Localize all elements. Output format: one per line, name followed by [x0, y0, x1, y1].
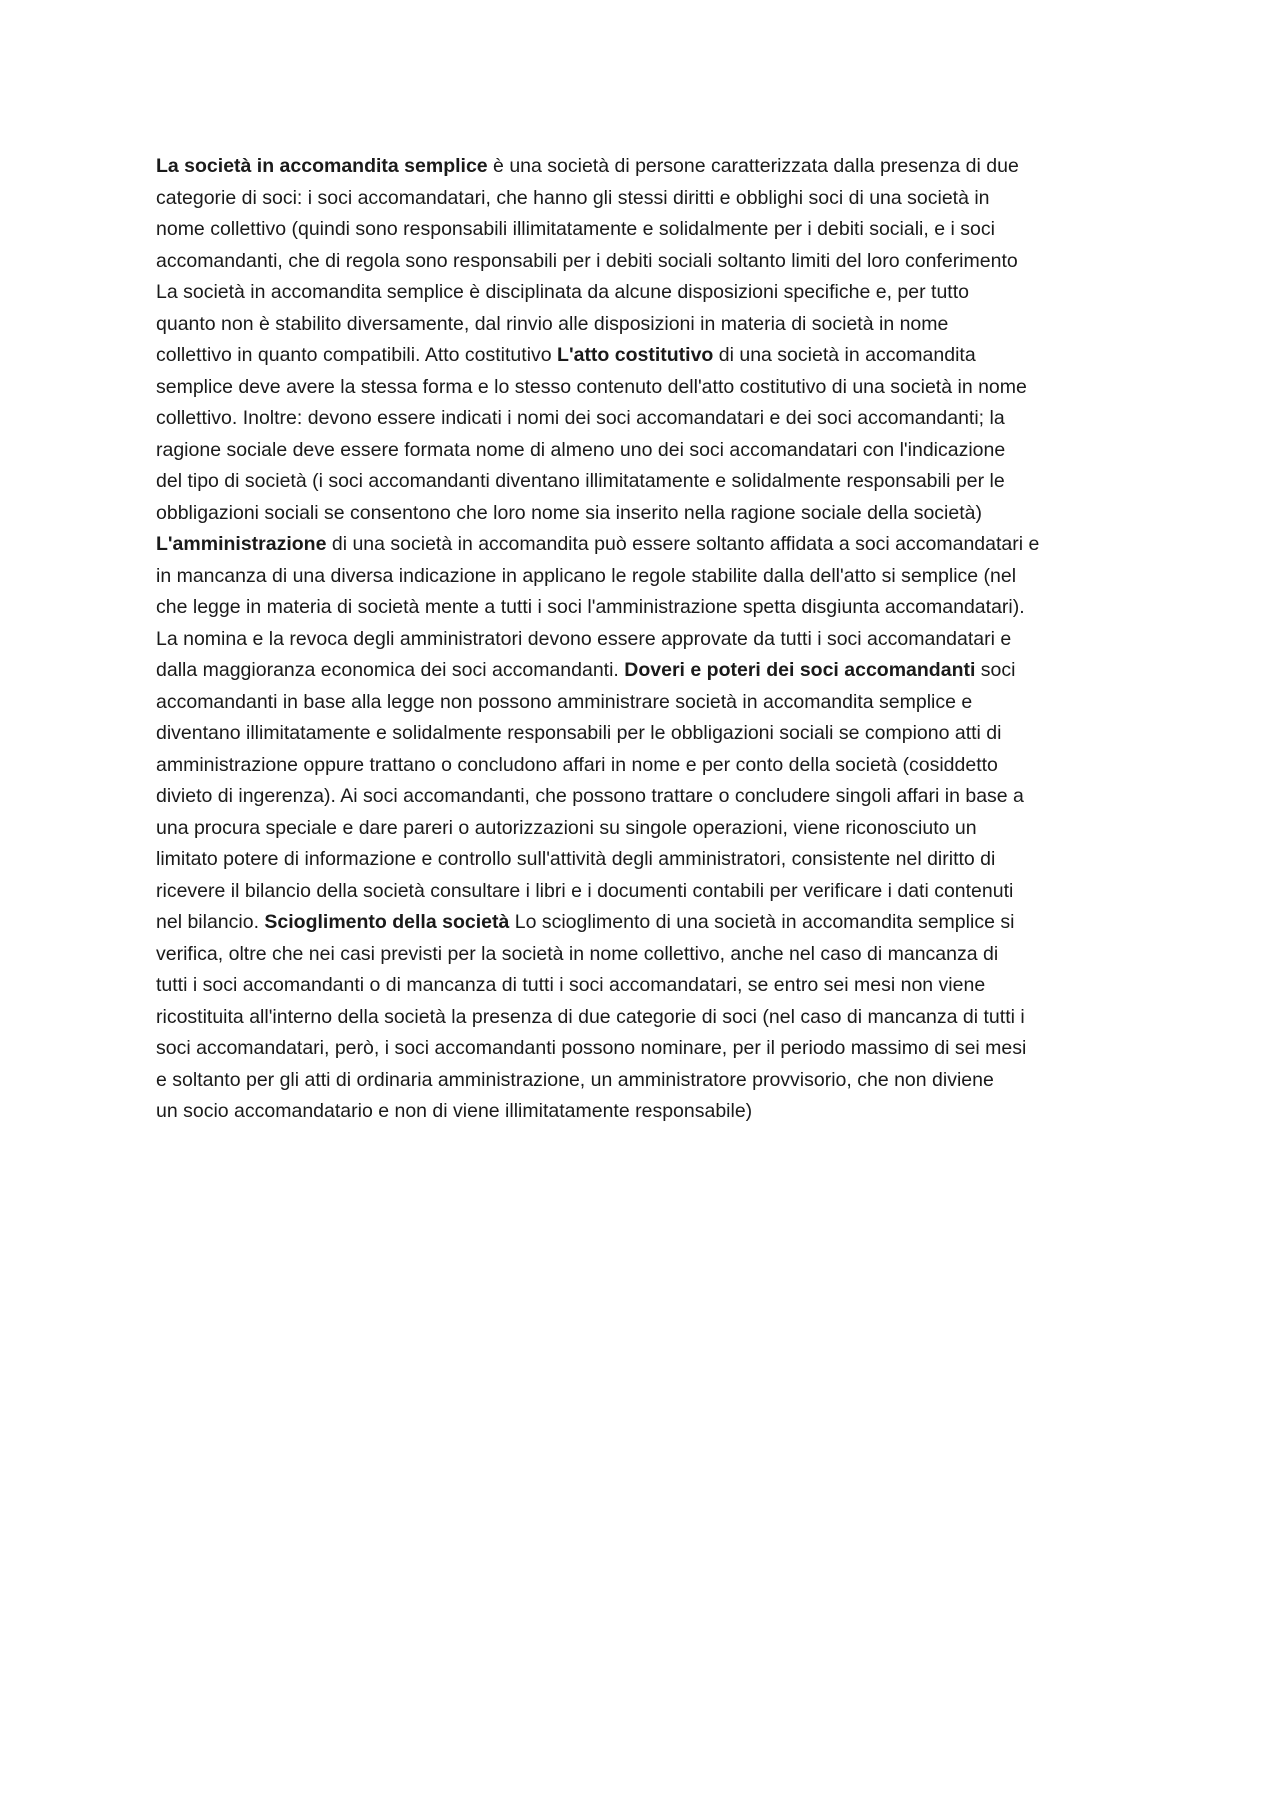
text-line	[156, 309, 1136, 341]
text-segment: diventano illimitatamente e solidalmente responsabili per le obbligazioni sociali se compiono atti di	[156, 722, 1002, 744]
text-line	[156, 498, 1136, 530]
text-segment: Lo scioglimento di una società in accomandita semplice si	[509, 911, 1015, 933]
text-line	[156, 655, 1136, 687]
text-line	[156, 435, 1136, 467]
text-line	[156, 687, 1136, 719]
text-line	[156, 970, 1136, 1002]
text-segment: in mancanza di una diversa indicazione in applicano le regole stabilite dalla dell'atto si semplice (nel	[156, 564, 1017, 587]
text-line	[156, 214, 1136, 246]
text-segment: tutti i soci accomandanti o di mancanza di tutti i soci accomandatari, se entro sei mesi non viene	[156, 974, 986, 996]
text-line	[156, 183, 1136, 215]
text-segment: nel bilancio.	[156, 911, 265, 933]
text-segment: e soltanto per gli atti di ordinaria amministrazione, un amministratore provvisorio, che non diviene	[156, 1068, 994, 1091]
text-line	[156, 939, 1136, 971]
text-segment: una procura speciale e dare pareri o autorizzazioni su singole operazioni, viene riconosciuto un	[156, 816, 977, 839]
text-segment: di una società in accomandita	[713, 344, 976, 366]
text-segment: ragione sociale deve essere formata nome di almeno uno dei soci accomandatari con l'indicazione	[156, 438, 1006, 461]
text-line	[156, 1033, 1136, 1065]
text-line	[156, 246, 1136, 278]
text-segment: categorie di soci: i soci accomandatari, che hanno gli stessi diritti e obblighi soci di una società in	[156, 186, 990, 209]
text-segment: dalla maggioranza economica dei soci accomandanti.	[156, 659, 625, 681]
text-segment: nome collettivo (quindi sono responsabili illimitatamente e solidalmente per i debiti sociali, e i soci	[156, 218, 995, 240]
text-segment: quanto non è stabilito diversamente, dal rinvio alle disposizioni in materia di società in nome	[156, 312, 949, 335]
text-line	[156, 592, 1136, 624]
bold-heading-text: Scioglimento della società	[264, 911, 510, 933]
text-line	[156, 529, 1136, 561]
text-line	[156, 907, 1136, 939]
text-segment: verifica, oltre che nei casi previsti per la società in nome collettivo, anche nel caso di mancanza di	[156, 942, 999, 965]
text-segment: accomandanti in base alla legge non possono amministrare società in accomandita semplice e	[156, 690, 973, 713]
bold-heading-text: L'amministrazione	[156, 533, 327, 555]
text-segment: soci	[975, 659, 1016, 681]
text-line	[156, 340, 1136, 372]
text-segment: ricevere il bilancio della società consultare i libri e i documenti contabili per verificare i dati contenuti	[156, 879, 1014, 902]
text-segment: di una società in accomandita può essere soltanto affidata a soci accomandatari e	[326, 533, 1040, 555]
text-segment: del tipo di società (i soci accomandanti diventano illimitatamente e solidalmente responsabili per le	[156, 470, 1005, 492]
text-line	[156, 750, 1136, 782]
text-line	[156, 277, 1136, 309]
text-line	[156, 844, 1136, 876]
bold-heading-text: Doveri e poteri dei soci accomandanti	[624, 659, 976, 681]
text-segment: limitato potere di informazione e controllo sull'attività degli amministratori, consistente nel diritto di	[156, 848, 996, 870]
text-segment: è una società di persone caratterizzata dalla presenza di due	[487, 155, 1019, 177]
text-line	[156, 1002, 1136, 1034]
body-text	[156, 151, 1136, 1128]
text-segment: che legge in materia di società mente a tutti i soci l'amministrazione spetta disgiunta accomandatari).	[156, 596, 1025, 618]
bold-heading-text: L'atto costitutivo	[557, 344, 714, 366]
text-segment: collettivo in quanto compatibili. Atto costitutivo	[156, 344, 558, 366]
text-segment: semplice deve avere la stessa forma e lo stesso contenuto dell'atto costitutivo di una società in nome	[156, 375, 1027, 398]
text-line	[156, 718, 1136, 750]
text-segment: La società in accomandita semplice è disciplinata da alcune disposizioni specifiche e, per tutto	[156, 281, 969, 303]
text-line	[156, 151, 1136, 183]
text-line	[156, 781, 1136, 813]
text-line	[156, 813, 1136, 845]
bold-heading-text: La società in accomandita semplice	[156, 155, 488, 177]
text-segment: obbligazioni sociali se consentono che loro nome sia inserito nella ragione sociale della società)	[156, 501, 982, 524]
text-segment: un socio accomandatario e non di viene illimitatamente responsabile)	[156, 1100, 753, 1122]
text-segment: soci accomandatari, però, i soci accomandanti possono nominare, per il periodo massimo di sei mesi	[156, 1037, 1027, 1059]
text-segment: divieto di ingerenza). Ai soci accomandanti, che possono trattare o concludere singoli affari in base a	[156, 785, 1024, 807]
text-line	[156, 466, 1136, 498]
text-line	[156, 624, 1136, 656]
text-line	[156, 372, 1136, 404]
text-line	[156, 1065, 1136, 1097]
text-line	[156, 876, 1136, 908]
text-segment: accomandanti, che di regola sono responsabili per i debiti sociali soltanto limiti del loro conferimento	[156, 249, 1018, 272]
text-line	[156, 1096, 1136, 1128]
text-line	[156, 561, 1136, 593]
text-segment: La nomina e la revoca degli amministratori devono essere approvate da tutti i soci accomandatari e	[156, 627, 1012, 650]
text-line	[156, 403, 1136, 435]
text-segment: ricostituita all'interno della società la presenza di due categorie di soci (nel caso di mancanza di tutti i	[156, 1005, 1025, 1028]
text-segment: amministrazione oppure trattano o concludono affari in nome e per conto della società (cosiddetto	[156, 753, 998, 776]
text-segment: collettivo. Inoltre: devono essere indicati i nomi dei soci accomandatari e dei soci accomandanti; la	[156, 407, 1005, 429]
